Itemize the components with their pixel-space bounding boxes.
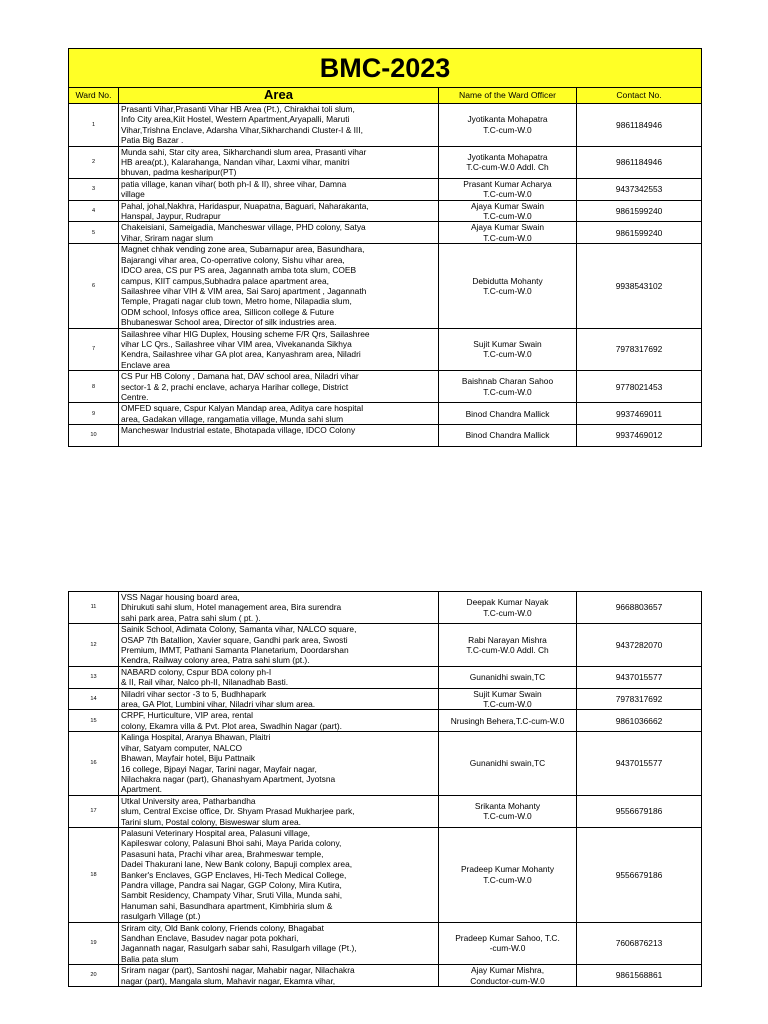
contact-number: 9556679186 <box>577 827 702 922</box>
ward-number: 4 <box>69 200 119 222</box>
ward-number: 7 <box>69 328 119 371</box>
area-line: VSS Nagar housing board area, <box>121 592 240 602</box>
contact-number: 9861599240 <box>577 200 702 222</box>
ward-row <box>69 222 702 244</box>
area-line: HB area(pt.), Kalarahanga, Nandan vihar, Laxmi vihar, manitri <box>121 157 350 168</box>
area-line: Vihar,Trishna Enclave, Adarsha Vihar,Sikharchandi Cluster-I & III, <box>121 124 363 135</box>
area-line: 16 college, Bjpayi Nagar, Tarini nagar, Mayfair nagar, <box>121 763 317 774</box>
ward-officer <box>439 403 577 425</box>
ward-number: 2 <box>69 146 119 178</box>
area-line: Patia Big Bazar . <box>121 135 184 146</box>
area-line: Sainik School, Adimata Colony, Samanta vihar, NALCO square, <box>121 624 357 635</box>
contact-number: 9437015577 <box>577 666 702 688</box>
area-line: Temple, Pragati nagar club town, Metro home, Nilapadia slum, <box>121 296 352 307</box>
officer-line: T.C-cum-W.0 <box>483 607 532 618</box>
area-line: Hanspal, Jaypur, Rudrapur <box>121 211 221 222</box>
header-area: Area <box>119 88 439 104</box>
ward-area <box>119 328 439 371</box>
ward-area <box>119 688 439 710</box>
area-line: OSAP 7th Batallion, Xavier square, Gandhi park area, Swosti <box>121 634 348 645</box>
area-line: Jagannath nagar, Rasulgarh sabar sahi, Rasulgarh village (Pt.), <box>121 943 357 954</box>
ward-number: 16 <box>69 732 119 795</box>
area-line: Sandhan Enclave, Basudev nagar pota pokhari, <box>121 933 299 943</box>
ward-officer <box>439 200 577 222</box>
officer-line: Rabi Narayan Mishra <box>468 634 547 645</box>
ward-officer <box>439 922 577 965</box>
officer-line: T.C-cum-W.0 Addl. Ch <box>466 162 549 173</box>
officer-line: T.C-cum-W.0 <box>483 211 532 222</box>
ward-row <box>69 732 702 795</box>
area-line: Enclave area <box>121 359 170 370</box>
ward-number: 5 <box>69 222 119 244</box>
officer-line: Baishnab Charan Sahoo <box>461 376 554 387</box>
officer-line: T.C-cum-W.0 <box>483 124 532 135</box>
contact-number: 9861184946 <box>577 104 702 147</box>
officer-line: Nrusingh Behera,T.C-cum-W.0 <box>450 715 565 726</box>
area-line: area, Gadakan village, rangamatia village, Munda sahi slum <box>121 413 344 424</box>
contact-number: 9556679186 <box>577 795 702 827</box>
ward-area <box>119 371 439 403</box>
ward-officer <box>439 104 577 147</box>
area-line: Sambit Residency, Champaty Vihar, Sruti Villa, Munda sahi, <box>121 890 343 901</box>
area-line: campus, KIIT campus,Subhadra palace apartment area, <box>121 275 329 286</box>
area-line: & II, Rail vihar, Nalco ph-II, Nilanadhab Basti. <box>121 677 289 688</box>
ward-row <box>69 328 702 371</box>
ward-officer <box>439 425 577 447</box>
area-line: Mancheswar Industrial estate, Bhotapada village, IDCO Colony <box>121 425 356 436</box>
officer-line: Sujit Kumar Swain <box>473 338 542 349</box>
ward-area <box>119 222 439 244</box>
ward-officer <box>439 795 577 827</box>
ward-area <box>119 795 439 827</box>
ward-area <box>119 922 439 965</box>
officer-line: Sujit Kumar Swain <box>473 688 542 699</box>
area-line: CRPF, Hurticulture, VIP area, rental <box>121 710 254 721</box>
ward-row <box>69 922 702 965</box>
area-line: rasulgarh Village (pt.) <box>121 911 201 922</box>
area-line: nagar (part), Mangala slum, Mahavir nagar, Ekamra vihar, <box>121 975 336 986</box>
area-line: Info City area,Kiit Hostel, Western Apartment,Aryapalli, Maruti <box>121 114 350 125</box>
ward-row <box>69 425 702 447</box>
area-line: slum, Central Excise office, Dr. Shyam Prasad Mukharjee park, <box>121 806 355 817</box>
contact-number: 7978317692 <box>577 328 702 371</box>
area-line: sector-1 & 2, prachi enclave, acharya Harihar college, District <box>121 381 349 392</box>
area-line: OMFED square, Cspur Kalyan Mandap area, Aditya care hospital <box>121 403 364 414</box>
ward-area <box>119 200 439 222</box>
officer-line: Pradeep Kumar Mohanty <box>460 864 555 875</box>
ward-number: 9 <box>69 403 119 425</box>
ward-area <box>119 403 439 425</box>
area-line: Sriram city, Old Bank colony, Friends colony, Bhagabat <box>121 922 324 933</box>
ward-number: 14 <box>69 688 119 710</box>
area-line: Bhawan, Mayfair hotel, Biju Pattnaik <box>121 753 256 764</box>
area-line: Pasasuni hata, Prachi vihar area, Brahmeswar temple, <box>121 848 324 859</box>
area-line: Dhirukuti sahi slum, Hotel management area, Bira surendra <box>121 602 342 613</box>
ward-number: 11 <box>69 592 119 624</box>
header-contact: Contact No. <box>577 88 702 104</box>
officer-line: Pradeep Kumar Sahoo, T.C. <box>455 933 560 943</box>
area-line: sahi park area, Patra sahi slum ( pt. ). <box>121 612 261 623</box>
area-line: Magnet chhak vending zone area, Subarnapur area, Basundhara, <box>121 244 365 255</box>
area-line: Apartment. <box>121 784 162 795</box>
ward-number: 6 <box>69 244 119 328</box>
ward-row <box>69 827 702 922</box>
header-ward-officer: Name of the Ward Officer <box>439 88 577 104</box>
area-line: village <box>121 189 145 200</box>
ward-row <box>69 244 702 328</box>
area-line: Sailashree vihar HIG Duplex, Housing scheme F/R Qrs, Sailashree <box>121 328 370 339</box>
officer-line: Gunanidhi swain,TC <box>469 672 546 683</box>
ward-table-page-1 <box>68 48 702 447</box>
ward-officer <box>439 222 577 244</box>
officer-line: Srikanta Mohanty <box>474 800 541 811</box>
area-line: vihar LC Qrs., Sailashree vihar VIM area, Vivekananda Sikhya <box>121 338 352 349</box>
ward-area <box>119 624 439 667</box>
ward-officer <box>439 244 577 328</box>
contact-number: 9668803657 <box>577 592 702 624</box>
area-line <box>121 436 436 446</box>
ward-officer <box>439 688 577 710</box>
ward-number: 12 <box>69 624 119 667</box>
officer-line: Jyotikanta Mohapatra <box>467 114 548 125</box>
officer-line: Ajaya Kumar Swain <box>470 222 545 233</box>
ward-officer <box>439 146 577 178</box>
officer-line: Jyotikanta Mohapatra <box>467 151 548 162</box>
ward-officer <box>439 371 577 403</box>
contact-number: 9937469012 <box>577 425 702 447</box>
area-line: Kendra, Sailashree vihar GA plot area, Kanyashram area, Niladri <box>121 349 361 360</box>
area-line: colony, Ekamra villa & Pvt. Plot area, Swadhin Nagar (part). <box>121 720 342 731</box>
officer-line: T.C-cum-W.0 <box>483 232 532 243</box>
contact-number: 9938543102 <box>577 244 702 328</box>
ward-area <box>119 425 439 447</box>
officer-line: T.C-cum-W.0 <box>483 189 532 200</box>
ward-row <box>69 592 702 624</box>
ward-area <box>119 965 439 987</box>
officer-line: T.C-cum-W.0 Addl. Ch <box>466 645 549 656</box>
ward-number: 10 <box>69 425 119 447</box>
ward-row <box>69 146 702 178</box>
area-line: Tarini slum, Postal colony, Bisweswar slum area. <box>121 816 301 827</box>
officer-line: Conductor-cum-W.0 <box>470 975 545 986</box>
officer-line: Prasant Kumar Acharya <box>463 178 552 189</box>
contact-number: 9437342553 <box>577 178 702 200</box>
ward-area <box>119 178 439 200</box>
ward-row <box>69 688 702 710</box>
officer-line: Binod Chandra Mallick <box>465 430 550 441</box>
contact-number: 9437282070 <box>577 624 702 667</box>
ward-officer <box>439 328 577 371</box>
ward-row <box>69 200 702 222</box>
area-line: CS Pur HB Colony , Damana hat, DAV school area, Niladri vihar <box>121 371 359 382</box>
area-line: Palasuni Veterinary Hospital area, Palasuni village, <box>121 827 311 838</box>
ward-number: 13 <box>69 666 119 688</box>
ward-officer <box>439 965 577 987</box>
ward-row <box>69 710 702 732</box>
area-line: area, GA Plot, Lumbini vihar, Niladri vihar slum area. <box>121 699 316 710</box>
ward-row <box>69 371 702 403</box>
ward-number: 1 <box>69 104 119 147</box>
ward-area <box>119 732 439 795</box>
contact-number: 9861599240 <box>577 222 702 244</box>
ward-row <box>69 666 702 688</box>
area-line: Balia pata slum <box>121 953 179 964</box>
ward-number: 15 <box>69 710 119 732</box>
area-line: Sailashree vihar VIH & VIM area, Sai Saroj apartment , Jagannath <box>121 285 367 296</box>
contact-number: 9778021453 <box>577 371 702 403</box>
area-line: NABARD colony, Cspur BDA colony ph-I <box>121 666 272 677</box>
area-line: Sriram nagar (part), Santoshi nagar, Mahabir nagar, Nilachakra <box>121 965 355 976</box>
ward-number: 20 <box>69 965 119 987</box>
officer-line: T.C-cum-W.0 <box>483 874 532 885</box>
ward-officer <box>439 624 577 667</box>
ward-area <box>119 666 439 688</box>
contact-number: 9861036662 <box>577 710 702 732</box>
officer-line: Debidutta Mohanty <box>472 275 543 286</box>
area-line: Bajarangi vihar area, Co-operrative colony, Sishu vihar area, <box>121 254 345 265</box>
area-line: Kalinga Hospital, Aranya Bhawan, Plaitri <box>121 732 271 743</box>
area-line: Kapileswar colony, Palasuni Bhoi sahi, Maya Parida colony, <box>121 838 342 849</box>
area-line: Munda sahi, Star city area, Sikharchandi slum area, Prasanti vihar <box>121 146 367 157</box>
area-line: Dadei Thakurani lane, New Bank colony, Bapuji complex area, <box>121 859 353 870</box>
contact-number: 9861184946 <box>577 146 702 178</box>
officer-line: T.C-cum-W.0 <box>483 699 532 710</box>
ward-officer <box>439 710 577 732</box>
area-line: ODM school, Infosys office area, Sillicon college & Future <box>121 306 335 317</box>
contact-number: 7606876213 <box>577 922 702 965</box>
ward-row <box>69 624 702 667</box>
officer-line: Binod Chandra Mallick <box>465 408 550 419</box>
ward-officer <box>439 666 577 688</box>
officer-line: Gunanidhi swain,TC <box>469 758 546 769</box>
officer-line: T.C-cum-W.0 <box>483 811 532 822</box>
officer-line: T.C-cum-W.0 <box>483 349 532 360</box>
area-line: IDCO area, CS pur PS area, Jagannath amba tota slum, COEB <box>121 265 357 276</box>
ward-area <box>119 146 439 178</box>
ward-area <box>119 244 439 328</box>
ward-officer <box>439 592 577 624</box>
ward-number: 8 <box>69 371 119 403</box>
header-ward-no: Ward No. <box>69 88 119 104</box>
ward-row <box>69 104 702 147</box>
officer-line: Deepak Kumar Nayak <box>466 597 549 608</box>
area-line: Niladri vihar sector -3 to 5, Budhhapark <box>121 688 267 699</box>
area-line: Nilachakra nagar (part), Ghanashyam Apartment, Jyotsna <box>121 773 336 784</box>
ward-row <box>69 403 702 425</box>
ward-area <box>119 710 439 732</box>
ward-row <box>69 178 702 200</box>
ward-officer <box>439 827 577 922</box>
ward-area <box>119 104 439 147</box>
ward-row <box>69 965 702 987</box>
area-line: Bhubaneswar School area, Director of silk industries area. <box>121 317 337 328</box>
officer-line: -cum-W.0 <box>489 943 526 954</box>
area-line: patia village, kanan vihar( both ph-I & II), shree vihar, Damna <box>121 178 347 189</box>
contact-number: 9861568861 <box>577 965 702 987</box>
area-line: Utkal University area, Patharbandha <box>121 795 256 806</box>
ward-area <box>119 827 439 922</box>
officer-line: Ajaya Kumar Swain <box>470 200 545 211</box>
ward-officer <box>439 178 577 200</box>
area-line: Pahal, johal,Nakhra, Haridaspur, Nuapatna, Baguari, Naharakanta, <box>121 200 369 211</box>
ward-number: 3 <box>69 178 119 200</box>
ward-number: 19 <box>69 922 119 965</box>
area-line: Banker's Enclaves, GGP Enclaves, Hi-Tech Medical College, <box>121 869 347 880</box>
ward-table-page-2 <box>68 591 702 987</box>
area-line: bhuvan, padma kesharipur(PT) <box>121 167 237 178</box>
area-line: Premium, IMMT, Pathani Samanta Planetarium, Doordarshan <box>121 645 349 656</box>
area-line: Prasanti Vihar,Prasanti Vihar HB Area (Pt.), Chirakhai toli slum, <box>121 104 355 114</box>
area-line: Centre. <box>121 391 149 402</box>
ward-number: 17 <box>69 795 119 827</box>
document-title: BMC-2023 <box>69 49 702 88</box>
area-line: Chakeisiani, Sameigadia, Mancheswar village, PHD colony, Satya <box>121 222 366 233</box>
contact-number: 7978317692 <box>577 688 702 710</box>
ward-row <box>69 795 702 827</box>
area-line: Hanuman sahi, Basundhara apartment, Kimbhiria slum & <box>121 900 333 911</box>
ward-officer <box>439 732 577 795</box>
area-line: Vihar, Sriram nagar slum <box>121 232 214 243</box>
area-line: vihar, Satyam computer, NALCO <box>121 742 243 753</box>
ward-area <box>119 592 439 624</box>
contact-number: 9437015577 <box>577 732 702 795</box>
contact-number: 9937469011 <box>577 403 702 425</box>
officer-line: Ajay Kumar Mishra, <box>470 965 545 976</box>
area-line: Pandra village, Pandra sai Nagar, GGP Colony, Mira Kutira, <box>121 879 342 890</box>
area-line: Kendra, Railway colony area, Patra sahi slum (pt.). <box>121 655 310 666</box>
officer-line: T.C-cum-W.0 <box>483 386 532 397</box>
officer-line: T.C-cum-W.0 <box>483 285 532 296</box>
ward-number: 18 <box>69 827 119 922</box>
